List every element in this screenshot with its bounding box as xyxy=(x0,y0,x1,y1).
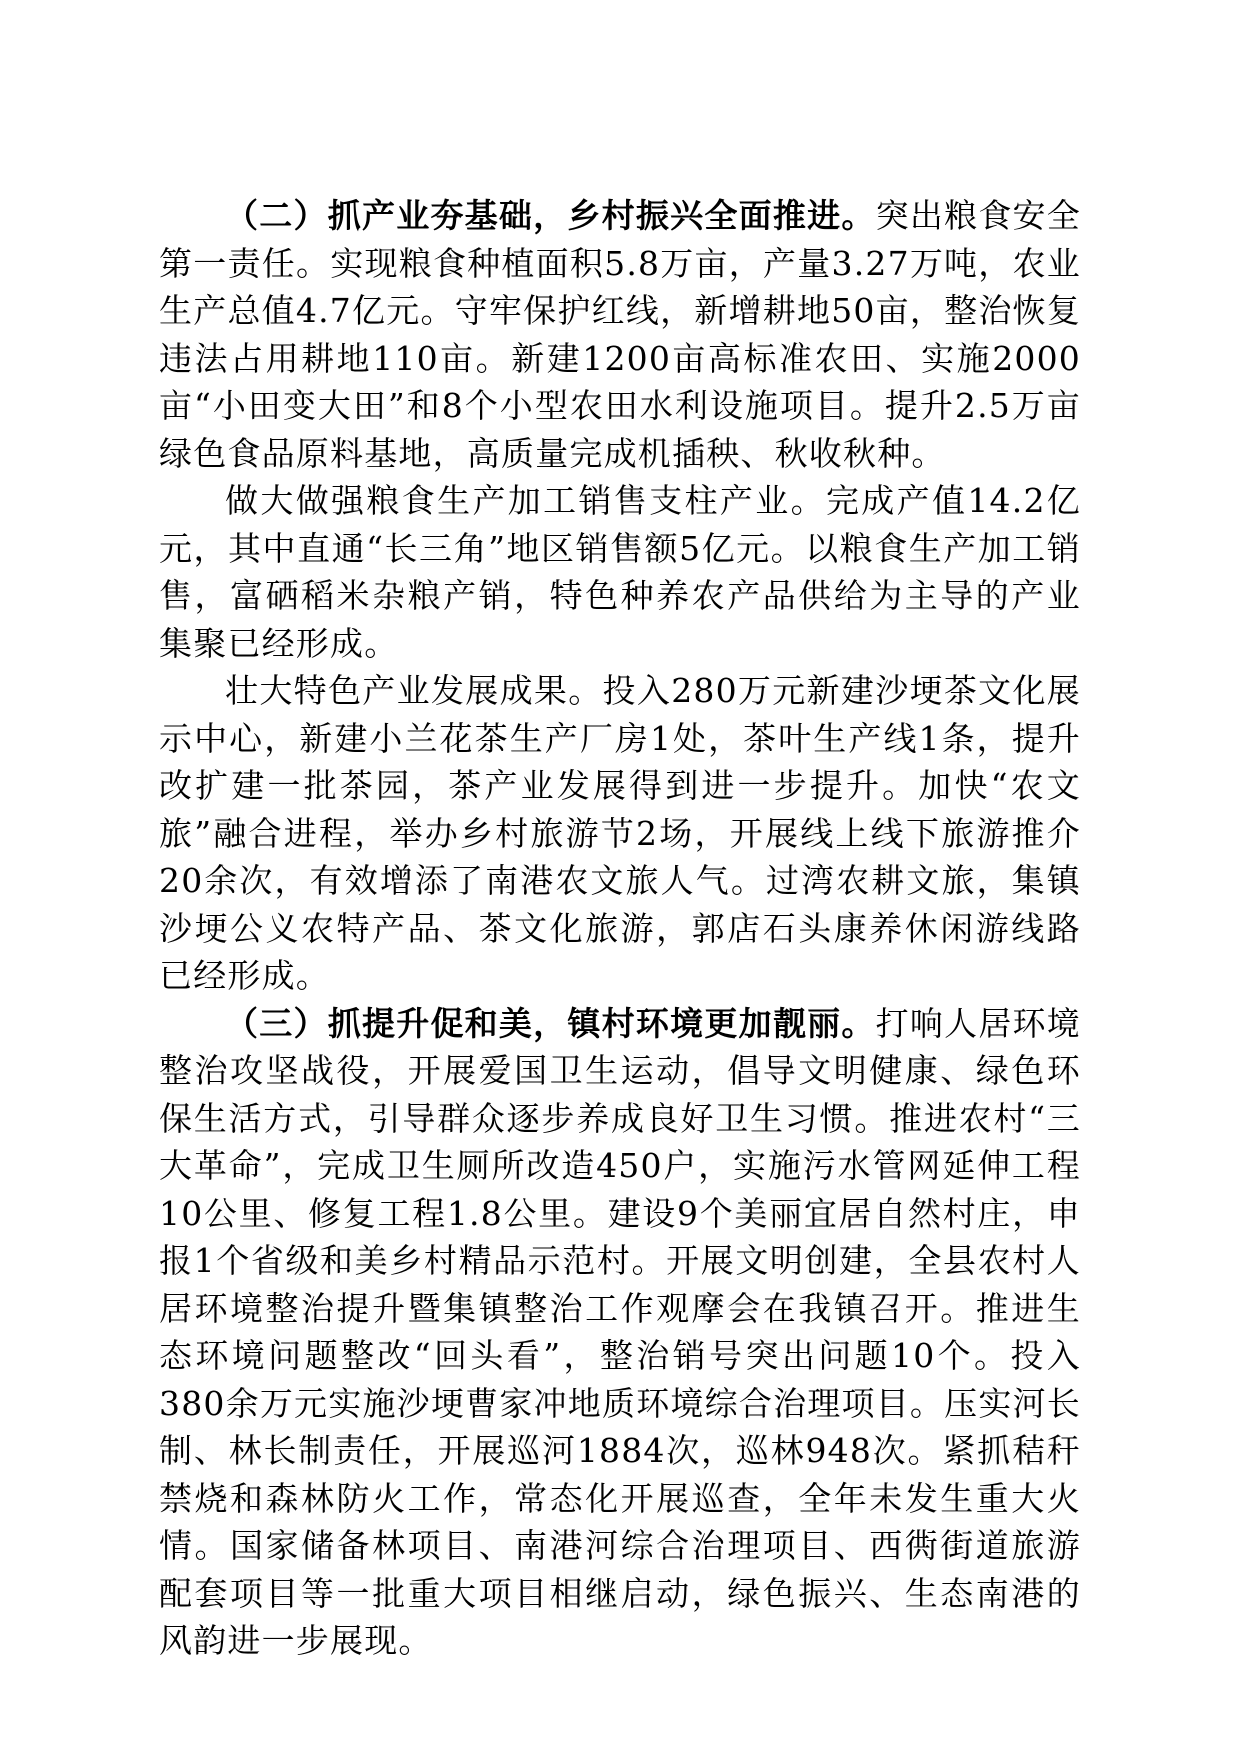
paragraph-text: 壮大特色产业发展成果。投入280万元新建沙埂茶文化展示中心，新建小兰花茶生产厂房1处，茶叶生产线1条，提升改扩建一批茶园，茶产业发展得到进一步提升。加快“农文旅”融合进程，举办乡村旅游节2场，开展线上线下旅游推介20余次，有效增添了南港农文旅人气。过湾农耕文旅，集镇沙埂公义农特产品、茶文化旅游，郭店石头康养休闲游线路已经形成。 xyxy=(159,671,1081,995)
document-body xyxy=(159,192,1081,1665)
paragraph-specialty-industry xyxy=(159,667,1081,1000)
paragraph-text: 做大做强粮食生产加工销售支柱产业。完成产值14.2亿元，其中直通“长三角”地区销售额5亿元。以粮食生产加工销售，富硒稻米杂粮产销，特色种养农产品供给为主导的产业集聚已经形成。 xyxy=(159,481,1081,663)
paragraph-text: 打响人居环境整治攻坚战役，开展爱国卫生运动，倡导文明健康、绿色环保生活方式，引导群众逐步养成良好卫生习惯。推进农村“三大革命”，完成卫生厕所改造450户，实施污水管网延伸工程10公里、修复工程1.8公里。建设9个美丽宜居自然村庄，申报1个省级和美乡村精品示范村。开展文明创建，全县农村人居环境整治提升暨集镇整治工作观摩会在我镇召开。推进生态环境问题整改“回头看”，整治销号突出问题10个。投入380余万元实施沙埂曹家冲地质环境综合治理项目。压实河长制、林长制责任，开展巡河1884次，巡林948次。紧抓秸秆禁烧和森林防火工作，常态化开展巡查，全年未发生重大火情。国家储备林项目、南港河综合治理项目、西衖街道旅游配套项目等一批重大项目相继启动，绿色振兴、生态南港的风韵进一步展现。 xyxy=(159,1003,1081,1660)
paragraph-environment xyxy=(159,1000,1081,1665)
paragraph-text: 突出粮食安全第一责任。实现粮食种植面积5.8万亩，产量3.27万吨，农业生产总值4.7亿元。守牢保护红线，新增耕地50亩，整治恢复违法占用耕地110亩。新建1200亩高标准农田、实施2000亩“小田变大田”和8个小型农田水利设施项目。提升2.5万亩绿色食品原料基地，高质量完成机插秧、秋收秋种。 xyxy=(159,196,1081,473)
section-heading-three: （三）抓提升促和美，镇村环境更加靓丽。 xyxy=(225,1003,876,1043)
section-heading-two: （二）抓产业夯基础，乡村振兴全面推进。 xyxy=(225,196,876,235)
paragraph-agriculture-foundation xyxy=(159,192,1081,477)
paragraph-grain-industry xyxy=(159,477,1081,667)
